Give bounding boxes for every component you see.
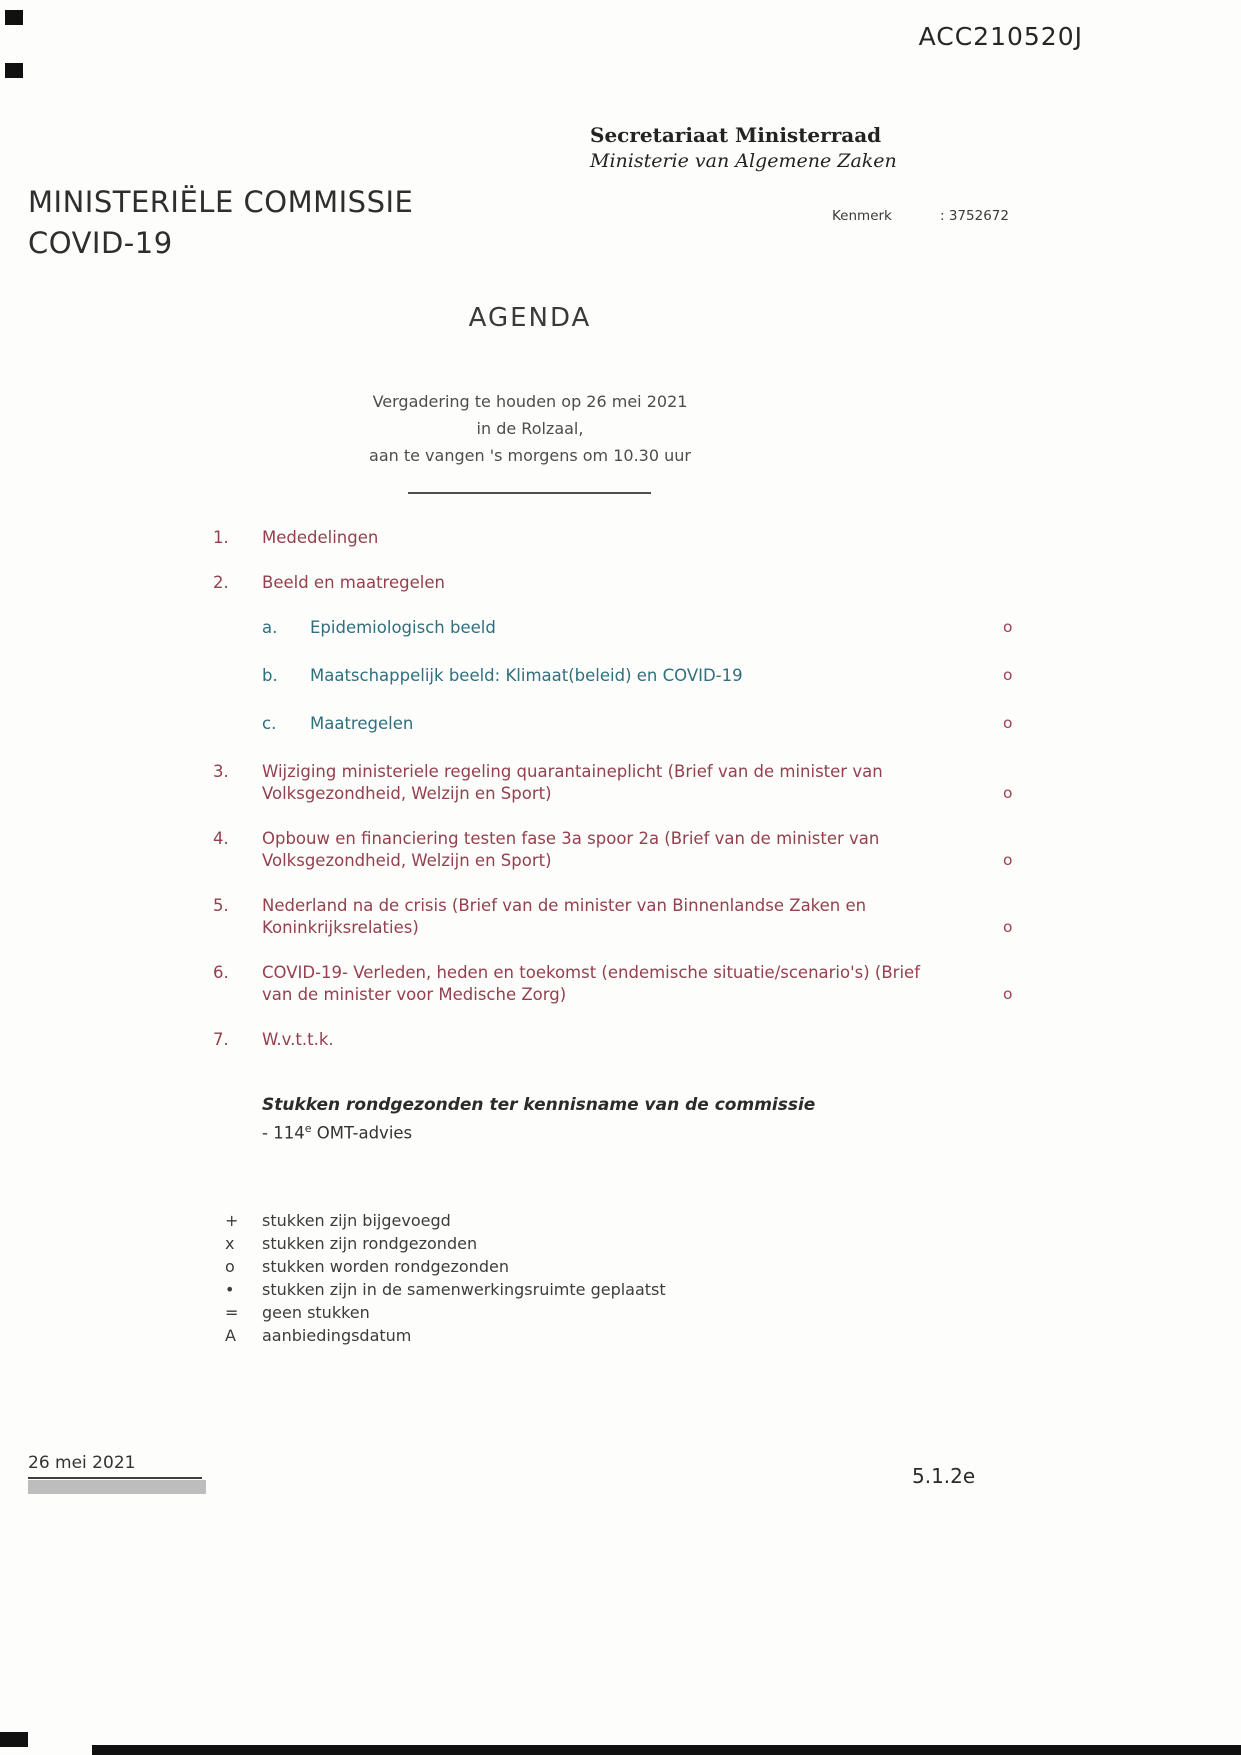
redaction-bar [28, 1480, 206, 1494]
item-text [262, 962, 920, 1006]
legend-row [225, 1301, 666, 1324]
subitem-text-line: Epidemiologisch beeld [310, 618, 496, 637]
agenda-subitem-b [213, 665, 1028, 687]
item-text [262, 895, 866, 939]
item-text [262, 1029, 334, 1051]
legend-symbol: + [225, 1211, 239, 1230]
item-text-line: Opbouw en financiering testen fase 3a spoor 2a (Brief van de minister van [262, 829, 880, 848]
agenda-item-6 [213, 962, 1028, 1006]
circulated-section [262, 1095, 815, 1143]
legend-text: stukken zijn rondgezonden [262, 1234, 478, 1253]
agenda-subitem-c [213, 713, 1028, 735]
item-text-line: Volksgezondheid, Welzijn en Sport) [262, 784, 552, 803]
meeting-info [280, 388, 780, 469]
legend-row [225, 1209, 666, 1232]
item-text-line: van de minister voor Medische Zorg) [262, 985, 567, 1004]
item-number: 5. [213, 896, 229, 915]
item-text-line: Nederland na de crisis (Brief van de minister van Binnenlandse Zaken en [262, 896, 867, 915]
subitem-text [310, 713, 413, 735]
legend-row [225, 1278, 666, 1301]
subitem-text-line: Maatschappelijk beeld: Klimaat(beleid) en COVID-19 [310, 666, 743, 685]
legend-symbol: x [225, 1234, 235, 1253]
item-number: 2. [213, 573, 229, 592]
subitem-text-line: Maatregelen [310, 714, 414, 733]
item-number: 6. [213, 963, 229, 982]
item-text-line: Wijziging ministeriele regeling quarantaineplicht (Brief van de minister van [262, 762, 883, 781]
subitem-text [310, 617, 496, 639]
page-title [28, 182, 413, 264]
meeting-line3: aan te vangen 's morgens om 10.30 uur [369, 446, 691, 465]
footer-date: 26 mei 2021 [28, 1453, 202, 1479]
agenda-heading: AGENDA [468, 303, 592, 333]
subitem-letter: b. [262, 666, 278, 685]
status-marker: o [1003, 851, 1013, 869]
agenda-list [213, 527, 1028, 1074]
legend-symbol: • [225, 1280, 235, 1299]
item-text-line: Beeld en maatregelen [262, 573, 445, 592]
meeting-line2: in de Rolzaal, [476, 419, 584, 438]
org-ministry: Ministerie van Algemene Zaken [590, 150, 897, 172]
item-text [262, 527, 378, 549]
legend-row [225, 1232, 666, 1255]
meeting-line1: Vergadering te houden op 26 mei 2021 [372, 392, 688, 411]
scan-artifact [5, 10, 23, 25]
legend-symbol: A [225, 1326, 236, 1345]
circulated-item-superscript: e [304, 1122, 312, 1135]
agenda-item-5 [213, 895, 1028, 939]
agenda-item-2 [213, 572, 1028, 594]
legend-text: geen stukken [262, 1303, 370, 1322]
subitem-letter: a. [262, 618, 278, 637]
reference-label: Kenmerk [832, 208, 892, 224]
org-secretariat: Secretariaat Ministerraad [590, 123, 882, 147]
legend-text: stukken zijn bijgevoegd [262, 1211, 451, 1230]
agenda-subitem-a [213, 617, 1028, 639]
document-code: ACC210520J [918, 22, 1083, 51]
divider-line [408, 492, 651, 494]
status-marker: o [1003, 918, 1013, 936]
agenda-item-4 [213, 828, 1028, 872]
scan-artifact [5, 63, 23, 78]
page-title-line2: COVID-19 [28, 226, 173, 260]
item-text-line: Koninkrijksrelaties) [262, 918, 419, 937]
item-text-line: COVID-19- Verleden, heden en toekomst (endemische situatie/scenario's) (Brief [262, 963, 921, 982]
agenda-item-3 [213, 761, 1028, 805]
status-marker: o [1003, 714, 1013, 732]
status-marker: o [1003, 985, 1013, 1003]
reference-block [832, 208, 1009, 224]
organization-block [590, 122, 897, 174]
legend-text: stukken worden rondgezonden [262, 1257, 509, 1276]
item-text [262, 828, 879, 872]
agenda-item-1 [213, 527, 1028, 549]
item-text-line: W.v.t.t.k. [262, 1030, 334, 1049]
legend-symbol: o [225, 1257, 235, 1276]
legend-text: aanbiedingsdatum [262, 1326, 412, 1345]
reference-value: : 3752672 [940, 208, 1009, 224]
circulated-item-prefix: - 114 [262, 1123, 305, 1143]
legend-text: stukken zijn in de samenwerkingsruimte geplaatst [262, 1280, 666, 1299]
item-text [262, 572, 445, 594]
page-title-line1: MINISTERIËLE COMMISSIE [28, 185, 414, 219]
status-marker: o [1003, 618, 1013, 636]
status-marker: o [1003, 784, 1013, 802]
legend-symbol: = [225, 1303, 239, 1322]
item-number: 4. [213, 829, 229, 848]
status-marker: o [1003, 666, 1013, 684]
item-number: 3. [213, 762, 229, 781]
subitem-text [310, 665, 743, 687]
item-text-line: Mededelingen [262, 528, 379, 547]
item-number: 1. [213, 528, 229, 547]
circulated-item-suffix: OMT-advies [311, 1123, 413, 1143]
item-number: 7. [213, 1030, 229, 1049]
item-text-line: Volksgezondheid, Welzijn en Sport) [262, 851, 552, 870]
footer-code: 5.1.2e [912, 1464, 976, 1488]
scan-artifact [0, 1732, 28, 1747]
circulated-heading: Stukken rondgezonden ter kennisname van de commissie [262, 1095, 816, 1115]
agenda-item-7 [213, 1029, 1028, 1051]
legend-row [225, 1255, 666, 1278]
legend [225, 1209, 666, 1347]
item-text [262, 761, 883, 805]
circulated-item [262, 1122, 815, 1143]
scan-artifact [92, 1745, 1241, 1755]
legend-row [225, 1324, 666, 1347]
subitem-letter: c. [262, 714, 277, 733]
